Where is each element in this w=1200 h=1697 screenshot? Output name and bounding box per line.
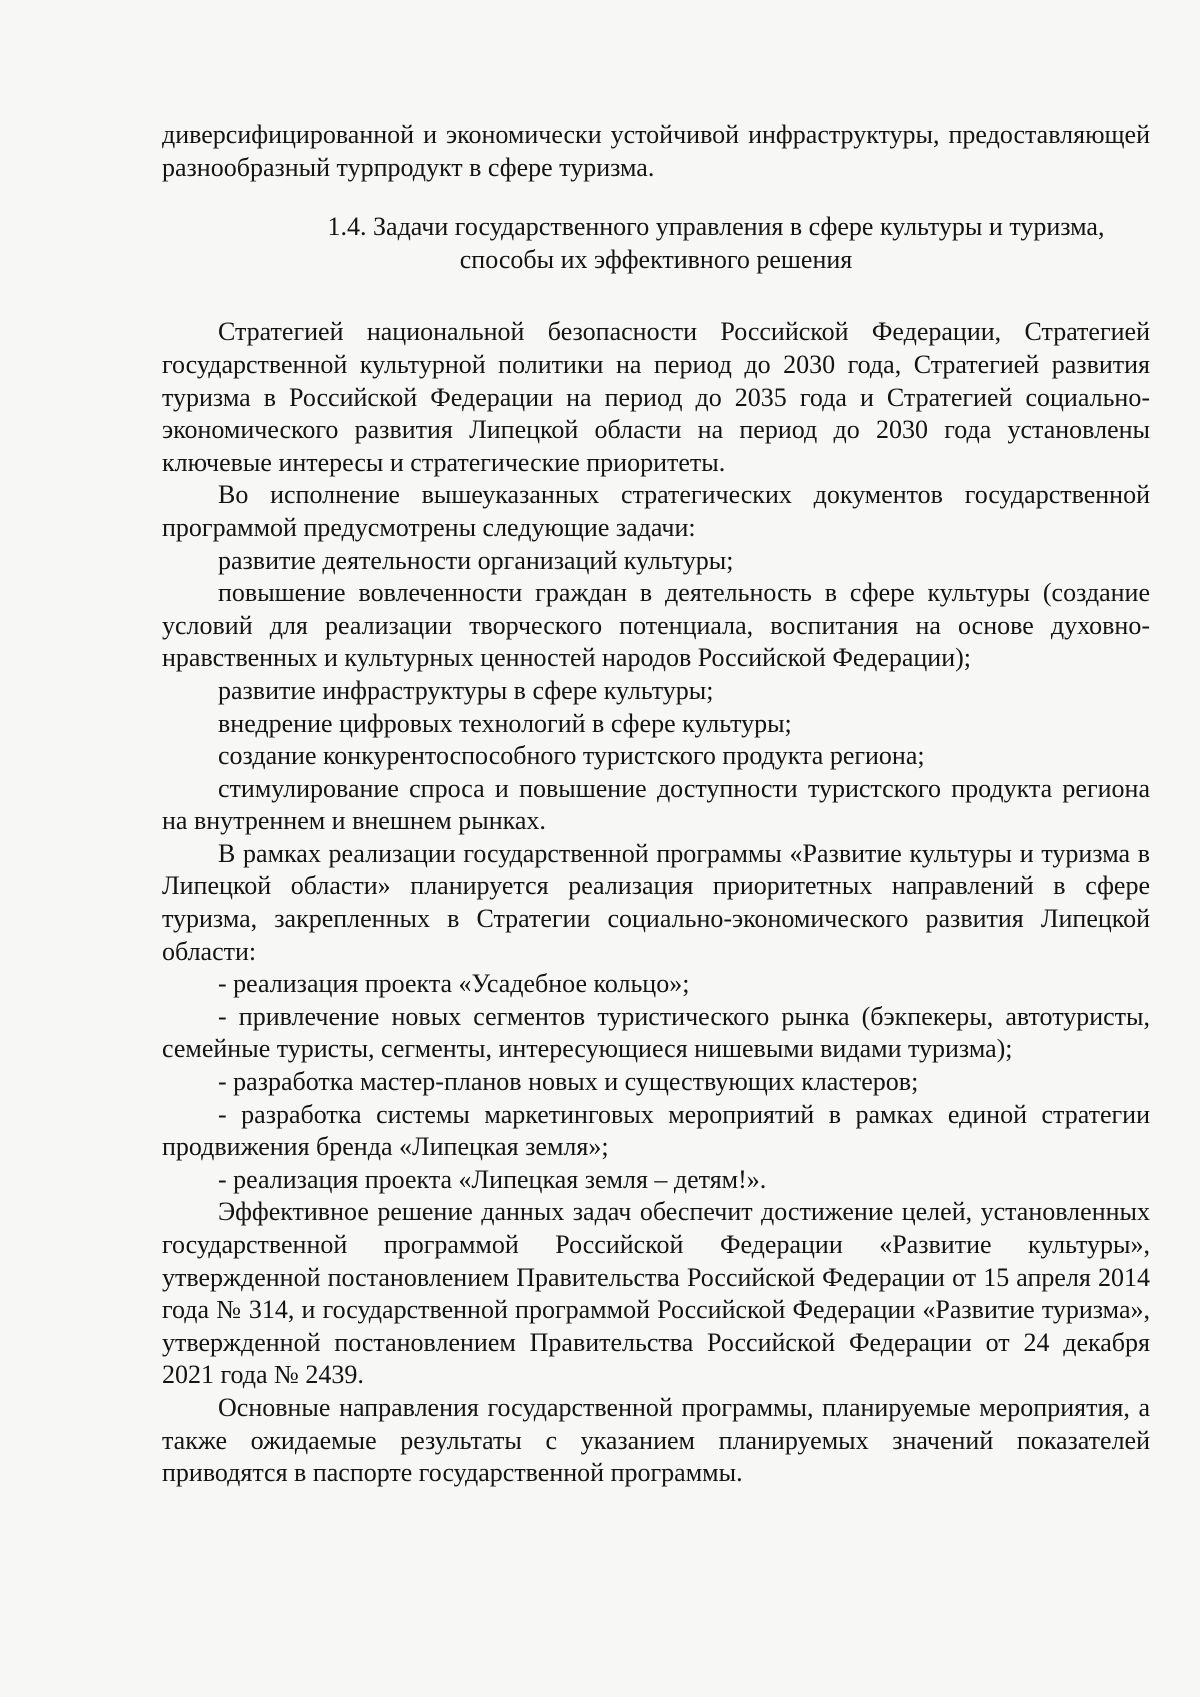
paragraph: В рамках реализации государственной программы «Развитие культуры и туризма в Липецкой области» планируется реализация приоритетных направлений в сфере туризма, закрепленных в Стратегии социально-экономического развития Липецкой области: (162, 838, 1150, 966)
list-item: внедрение цифровых технологий в сфере культуры; (218, 708, 792, 738)
list-item: - привлечение новых сегментов туристического рынка (бэкпекеры, автотуристы, семейные туристы, сегменты, интересующиеся нишевыми видами туризма); (162, 1001, 1150, 1064)
section-heading-line-1: 1.4. Задачи государственного управления в сфере культуры и туризма, (327, 212, 1105, 242)
paragraph: Эффективное решение данных задач обеспечит достижение целей, установленных государственной программой Российской Федерации «Развитие культуры», утвержденной постановлением Правительства Российской Федерации от 15 апреля 2014 года № 314, и государственной программой Российской Федерации «Развитие туризма», утвержденной постановлением Правительства Российской Федерации от 24 декабря 2021 года № 2439. (162, 1197, 1150, 1390)
paragraph: Стратегией национальной безопасности Российской Федерации, Стратегией государственной культурной политики на период до 2030 года, Стратегией развития туризма в Российской Федерации на период до 2035 года и Стратегией социально-экономического развития Липецкой области на период до 2030 года установлены ключевые интересы и стратегические приоритеты. (162, 317, 1150, 477)
paragraph-continuation: диверсифицированной и экономически устойчивой инфраструктуры, предоставляющей разнообразный турпродукт в сфере туризма. (162, 120, 1150, 182)
section-heading (162, 211, 1150, 276)
list-item: повышение вовлеченности граждан в деятельность в сфере культуры (создание условий для реализации творческого потенциала, воспитания на основе духовно-нравственных и культурных ценностей народов Российской Федерации); (162, 578, 1150, 673)
list-item: - разработка мастер-планов новых и существующих кластеров; (218, 1067, 919, 1097)
paragraph: Основные направления государственной программы, планируемые мероприятия, а также ожидаемые результаты с указанием планируемых значений показателей приводятся в паспорте государственной программы. (162, 1392, 1150, 1488)
list-item: развитие деятельности организаций культуры; (218, 545, 734, 575)
list-item: развитие инфраструктуры в сфере культуры; (218, 675, 714, 705)
list-item: - разработка системы маркетинговых мероприятий в рамках единой стратегии продвижения бренда «Липецкая земля»; (162, 1099, 1150, 1162)
list-item: - реализация проекта «Усадебное кольцо»; (218, 969, 690, 999)
list-item: создание конкурентоспособного туристского продукта региона; (218, 741, 925, 771)
section-heading-line-2: способы их эффективного решения (459, 244, 853, 274)
list-item: стимулирование спроса и повышение доступности туристского продукта региона на внутреннем и внешнем рынках. (162, 773, 1150, 836)
list-item: - реализация проекта «Липецкая земля – детям!». (218, 1164, 767, 1194)
paragraph: Во исполнение вышеуказанных стратегических документов государственной программой предусмотрены следующие задачи: (162, 480, 1150, 542)
document-body (162, 119, 1150, 1490)
